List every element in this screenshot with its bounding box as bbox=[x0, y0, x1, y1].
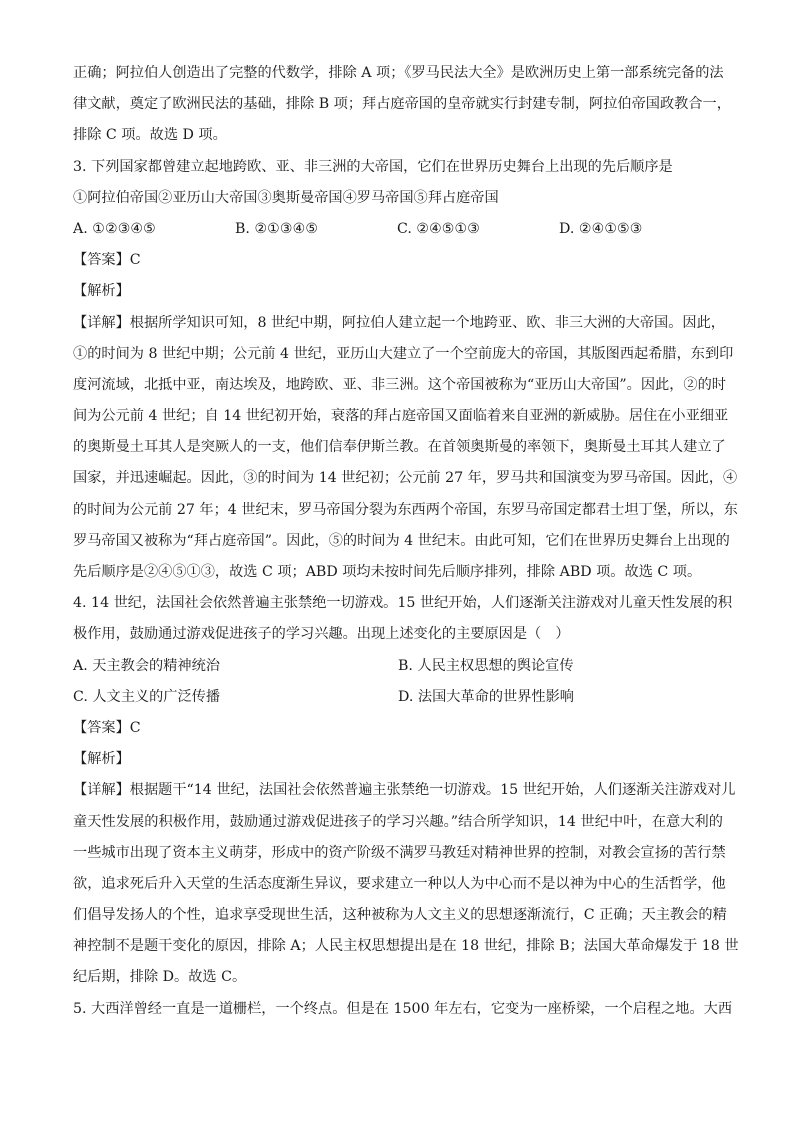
question-3-options bbox=[73, 214, 723, 245]
detail-line: 们倡导发扬人的个性，追求享受现世生活，这种被称为人文主义的思想逐渐流行，C 正确；天主教会的精 bbox=[73, 907, 727, 924]
document-page bbox=[73, 58, 739, 1025]
analysis-label: 【解析】 bbox=[73, 283, 130, 300]
detail-line: 罗马帝国又被称为“拜占庭帝国”。因此，⑤的时间为 4 世纪末。由此可知，它们在世界历史舞台上出现的 bbox=[73, 532, 730, 549]
detail-line: 度河流域，北抵中亚，南达埃及，地跨欧、亚、非三洲。这个帝国被称为“亚历山大帝国”。因此，②的时 bbox=[73, 376, 726, 393]
option-a: A. 天主教会的精神统治 bbox=[73, 657, 220, 674]
text-line: 律文献，奠定了欧洲民法的基础，排除 B 项；拜占庭帝国的皇帝就实行封建专制，阿拉伯帝国政教合一， bbox=[73, 96, 731, 113]
detail-line: 神控制不是题干变化的原因，排除 A；人民主权思想提出是在 18 世纪，排除 B；法国大革命爆发于 18 世 bbox=[73, 938, 739, 955]
question-5-stem: 5. 大西洋曾经一直是一道栅栏，一个终点。但是在 1500 年左右，它变为一座桥梁，一个启程之地。大西 bbox=[73, 1000, 733, 1017]
detail-line: 的时间为公元前 27 年；4 世纪末，罗马帝国分裂为东西两个帝国，东罗马帝国定都君士坦丁堡，所以，东 bbox=[73, 501, 738, 518]
question-4-stem: 4. 14 世纪，法国社会依然普遍主张禁绝一切游戏。15 世纪开始，人们逐渐关注游戏对儿童天性发展的积 bbox=[73, 595, 733, 612]
detail-line: 【详解】根据所学知识可知，8 世纪中期，阿拉伯人建立起一个地跨亚、欧、非三大洲的大帝国。因此， bbox=[73, 314, 725, 331]
text-line: 排除 C 项。故选 D 项。 bbox=[73, 127, 227, 144]
option-c: C. 人文主义的广泛传播 bbox=[73, 688, 221, 705]
option-a: A. ①②③④⑤ bbox=[73, 220, 156, 237]
detail-line: 欲，追求死后升入天堂的生活态度渐生异议，要求建立一种以人为中心而不是以神为中心的生活哲学，他 bbox=[73, 875, 726, 892]
detail-line: 【详解】根据题干“14 世纪，法国社会依然普遍主张禁绝一切游戏。15 世纪开始，人们逐渐关注游戏对儿 bbox=[73, 782, 736, 799]
option-c: C. ②④⑤①③ bbox=[397, 220, 480, 237]
question-4-stem: 极作用，鼓励通过游戏促进孩子的学习兴趣。出现上述变化的主要原因是（ ） bbox=[73, 626, 570, 643]
question-4-options-row1 bbox=[73, 651, 723, 682]
option-d: D. ②④①⑤③ bbox=[559, 220, 643, 237]
question-4-options-row2 bbox=[73, 682, 723, 713]
detail-line: 的奥斯曼土耳其人是突厥人的一支，他们信奉伊斯兰教。在首领奥斯曼的率领下，奥斯曼土耳其人建立了 bbox=[73, 439, 726, 456]
detail-line: 间为公元前 4 世纪；自 14 世纪初开始，衰落的拜占庭帝国又面临着来自亚洲的新威胁。居住在小亚细亚 bbox=[73, 408, 729, 425]
detail-line: ①的时间为 8 世纪中期；公元前 4 世纪，亚历山大建立了一个空前庞大的帝国，其版图西起希腊，东到印 bbox=[73, 345, 734, 362]
text-line: 正确；阿拉伯人创造出了完整的代数学，排除 A 项；《罗马民法大全》是欧洲历史上第一部系统完备的法 bbox=[73, 65, 724, 81]
question-3-stem: 3. 下列国家都曾建立起地跨欧、亚、非三洲的大帝国，它们在世界历史舞台上出现的先后顺序是 bbox=[73, 158, 673, 175]
answer-label: 【答案】C bbox=[73, 719, 141, 736]
option-b: B. 人民主权思想的舆论宣传 bbox=[398, 657, 574, 674]
analysis-label: 【解析】 bbox=[73, 751, 130, 768]
question-3-items: ①阿拉伯帝国②亚历山大帝国③奥斯曼帝国④罗马帝国⑤拜占庭帝国 bbox=[73, 189, 499, 206]
detail-line: 国家，并迅速崛起。因此，③的时间为 14 世纪初；公元前 27 年，罗马共和国演变为罗马帝国。因此，④ bbox=[73, 470, 738, 487]
option-b: B. ②①③④⑤ bbox=[235, 220, 319, 237]
option-d: D. 法国大革命的世界性影响 bbox=[398, 688, 574, 705]
detail-line: 纪后期，排除 D。故选 C。 bbox=[73, 969, 247, 986]
answer-label: 【答案】C bbox=[73, 252, 141, 269]
detail-line: 先后顺序是②④⑤①③，故选 C 项；ABD 项均未按时间先后顺序排列，排除 ABD 项。故选 C 项。 bbox=[73, 564, 702, 580]
detail-line: 童天性发展的积极作用，鼓励通过游戏促进孩子的学习兴趣。”结合所学知识，14 世纪中叶，在意大利的 bbox=[73, 813, 723, 830]
detail-line: 一些城市出现了资本主义萌芽，形成中的资产阶级不满罗马教廷对精神世界的控制，对教会宣扬的苦行禁 bbox=[73, 844, 726, 861]
